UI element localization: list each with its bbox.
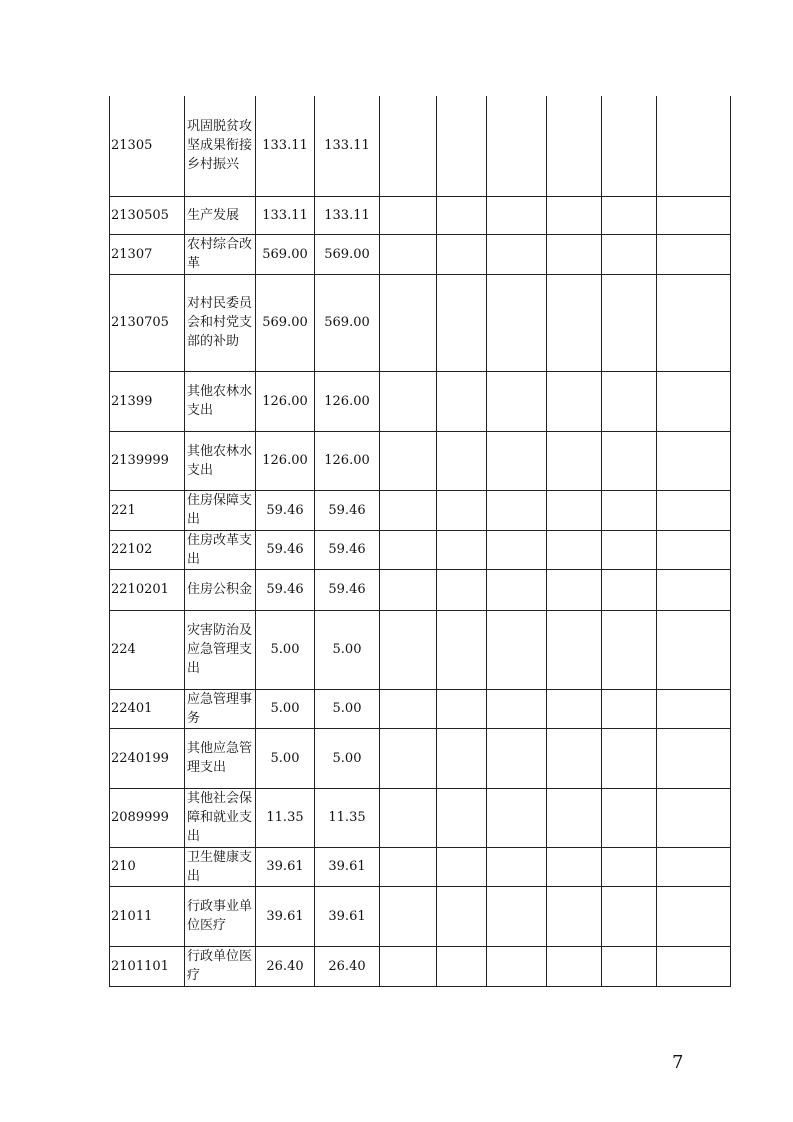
empty-cell xyxy=(657,96,731,196)
row-value-2: 569.00 xyxy=(315,274,380,371)
row-value-2: 569.00 xyxy=(315,234,380,274)
row-name: 灾害防治及应急管理支出 xyxy=(185,610,256,689)
table-row xyxy=(110,728,731,788)
empty-cell xyxy=(657,610,731,689)
row-value-2: 133.11 xyxy=(315,96,380,196)
table-row xyxy=(110,886,731,946)
empty-cell xyxy=(380,847,437,886)
row-code: 2210201 xyxy=(110,569,185,610)
empty-cell xyxy=(437,274,487,371)
row-value-2: 59.46 xyxy=(315,530,380,569)
row-value-1: 569.00 xyxy=(256,274,315,371)
empty-cell xyxy=(437,96,487,196)
row-code: 2139999 xyxy=(110,431,185,490)
empty-cell xyxy=(487,847,547,886)
row-value-1: 133.11 xyxy=(256,196,315,234)
row-name: 住房改革支出 xyxy=(185,530,256,569)
row-name: 住房公积金 xyxy=(185,569,256,610)
row-code: 22401 xyxy=(110,689,185,728)
row-value-1: 5.00 xyxy=(256,689,315,728)
row-value-2: 5.00 xyxy=(315,689,380,728)
row-value-2: 39.61 xyxy=(315,847,380,886)
row-code: 210 xyxy=(110,847,185,886)
empty-cell xyxy=(602,196,657,234)
empty-cell xyxy=(657,569,731,610)
row-value-1: 59.46 xyxy=(256,490,315,530)
empty-cell xyxy=(602,728,657,788)
row-code: 21399 xyxy=(110,371,185,431)
table-body xyxy=(110,96,731,986)
row-value-1: 569.00 xyxy=(256,234,315,274)
row-value-1: 39.61 xyxy=(256,886,315,946)
row-value-2: 126.00 xyxy=(315,431,380,490)
empty-cell xyxy=(602,847,657,886)
empty-cell xyxy=(602,689,657,728)
empty-cell xyxy=(487,610,547,689)
empty-cell xyxy=(602,610,657,689)
empty-cell xyxy=(380,788,437,847)
table-row xyxy=(110,371,731,431)
empty-cell xyxy=(547,847,602,886)
table-row xyxy=(110,274,731,371)
empty-cell xyxy=(547,788,602,847)
row-name: 其他农林水支出 xyxy=(185,371,256,431)
row-name: 其他应急管理支出 xyxy=(185,728,256,788)
row-code: 224 xyxy=(110,610,185,689)
empty-cell xyxy=(487,530,547,569)
table-row xyxy=(110,569,731,610)
empty-cell xyxy=(380,196,437,234)
row-code: 21011 xyxy=(110,886,185,946)
row-value-2: 39.61 xyxy=(315,886,380,946)
empty-cell xyxy=(547,234,602,274)
row-code: 2130505 xyxy=(110,196,185,234)
table-row xyxy=(110,946,731,986)
row-code: 2101101 xyxy=(110,946,185,986)
empty-cell xyxy=(602,490,657,530)
row-value-1: 39.61 xyxy=(256,847,315,886)
empty-cell xyxy=(657,689,731,728)
empty-cell xyxy=(437,946,487,986)
row-value-1: 133.11 xyxy=(256,96,315,196)
row-name: 应急管理事务 xyxy=(185,689,256,728)
row-value-1: 11.35 xyxy=(256,788,315,847)
row-name: 其他农林水支出 xyxy=(185,431,256,490)
row-value-2: 5.00 xyxy=(315,610,380,689)
empty-cell xyxy=(547,946,602,986)
row-value-1: 26.40 xyxy=(256,946,315,986)
empty-cell xyxy=(657,490,731,530)
empty-cell xyxy=(602,274,657,371)
table-row xyxy=(110,788,731,847)
empty-cell xyxy=(547,569,602,610)
empty-cell xyxy=(602,96,657,196)
empty-cell xyxy=(487,946,547,986)
table-row xyxy=(110,96,731,196)
row-value-2: 5.00 xyxy=(315,728,380,788)
empty-cell xyxy=(380,371,437,431)
row-code: 2240199 xyxy=(110,728,185,788)
empty-cell xyxy=(437,728,487,788)
row-value-1: 5.00 xyxy=(256,610,315,689)
row-code: 21307 xyxy=(110,234,185,274)
empty-cell xyxy=(547,689,602,728)
row-value-1: 5.00 xyxy=(256,728,315,788)
empty-cell xyxy=(437,689,487,728)
empty-cell xyxy=(602,431,657,490)
empty-cell xyxy=(380,530,437,569)
empty-cell xyxy=(487,371,547,431)
empty-cell xyxy=(487,96,547,196)
empty-cell xyxy=(602,788,657,847)
empty-cell xyxy=(437,196,487,234)
row-value-1: 59.46 xyxy=(256,530,315,569)
row-name: 行政事业单位医疗 xyxy=(185,886,256,946)
table-row xyxy=(110,530,731,569)
table-row xyxy=(110,196,731,234)
empty-cell xyxy=(487,886,547,946)
empty-cell xyxy=(380,728,437,788)
row-code: 22102 xyxy=(110,530,185,569)
empty-cell xyxy=(487,569,547,610)
empty-cell xyxy=(437,371,487,431)
empty-cell xyxy=(657,886,731,946)
empty-cell xyxy=(380,610,437,689)
row-name: 其他社会保障和就业支出 xyxy=(185,788,256,847)
empty-cell xyxy=(602,886,657,946)
empty-cell xyxy=(437,886,487,946)
empty-cell xyxy=(437,490,487,530)
empty-cell xyxy=(547,490,602,530)
empty-cell xyxy=(380,96,437,196)
empty-cell xyxy=(437,530,487,569)
empty-cell xyxy=(380,490,437,530)
page-number: 7 xyxy=(672,1052,684,1073)
empty-cell xyxy=(602,234,657,274)
empty-cell xyxy=(487,196,547,234)
empty-cell xyxy=(487,274,547,371)
empty-cell xyxy=(602,569,657,610)
row-code: 221 xyxy=(110,490,185,530)
empty-cell xyxy=(657,788,731,847)
empty-cell xyxy=(547,728,602,788)
row-value-2: 59.46 xyxy=(315,569,380,610)
row-code: 2089999 xyxy=(110,788,185,847)
empty-cell xyxy=(547,431,602,490)
empty-cell xyxy=(547,371,602,431)
empty-cell xyxy=(380,234,437,274)
empty-cell xyxy=(657,196,731,234)
empty-cell xyxy=(657,728,731,788)
empty-cell xyxy=(380,689,437,728)
table-row xyxy=(110,490,731,530)
empty-cell xyxy=(380,946,437,986)
table-row xyxy=(110,234,731,274)
row-value-1: 126.00 xyxy=(256,371,315,431)
empty-cell xyxy=(437,234,487,274)
empty-cell xyxy=(602,530,657,569)
empty-cell xyxy=(487,490,547,530)
row-value-2: 59.46 xyxy=(315,490,380,530)
empty-cell xyxy=(547,196,602,234)
empty-cell xyxy=(437,569,487,610)
empty-cell xyxy=(602,371,657,431)
empty-cell xyxy=(437,788,487,847)
empty-cell xyxy=(380,569,437,610)
empty-cell xyxy=(487,431,547,490)
empty-cell xyxy=(657,234,731,274)
row-code: 21305 xyxy=(110,96,185,196)
empty-cell xyxy=(487,234,547,274)
empty-cell xyxy=(657,530,731,569)
table-row xyxy=(110,847,731,886)
row-code: 2130705 xyxy=(110,274,185,371)
table-row xyxy=(110,610,731,689)
empty-cell xyxy=(657,946,731,986)
empty-cell xyxy=(437,610,487,689)
row-name: 巩固脱贫攻坚成果衔接乡村振兴 xyxy=(185,96,256,196)
empty-cell xyxy=(547,886,602,946)
empty-cell xyxy=(547,530,602,569)
empty-cell xyxy=(657,431,731,490)
row-value-2: 133.11 xyxy=(315,196,380,234)
empty-cell xyxy=(380,274,437,371)
empty-cell xyxy=(547,96,602,196)
row-value-1: 126.00 xyxy=(256,431,315,490)
row-value-1: 59.46 xyxy=(256,569,315,610)
empty-cell xyxy=(547,610,602,689)
row-name: 行政单位医疗 xyxy=(185,946,256,986)
empty-cell xyxy=(487,689,547,728)
empty-cell xyxy=(380,431,437,490)
row-value-2: 126.00 xyxy=(315,371,380,431)
empty-cell xyxy=(437,431,487,490)
empty-cell xyxy=(487,728,547,788)
empty-cell xyxy=(602,946,657,986)
empty-cell xyxy=(657,847,731,886)
empty-cell xyxy=(657,371,731,431)
empty-cell xyxy=(380,886,437,946)
row-value-2: 26.40 xyxy=(315,946,380,986)
row-name: 卫生健康支出 xyxy=(185,847,256,886)
table-row xyxy=(110,689,731,728)
table-row xyxy=(110,431,731,490)
row-name: 农村综合改革 xyxy=(185,234,256,274)
empty-cell xyxy=(487,788,547,847)
row-name: 对村民委员会和村党支部的补助 xyxy=(185,274,256,371)
empty-cell xyxy=(437,847,487,886)
budget-table xyxy=(109,96,731,987)
empty-cell xyxy=(547,274,602,371)
row-value-2: 11.35 xyxy=(315,788,380,847)
empty-cell xyxy=(657,274,731,371)
row-name: 住房保障支出 xyxy=(185,490,256,530)
row-name: 生产发展 xyxy=(185,196,256,234)
